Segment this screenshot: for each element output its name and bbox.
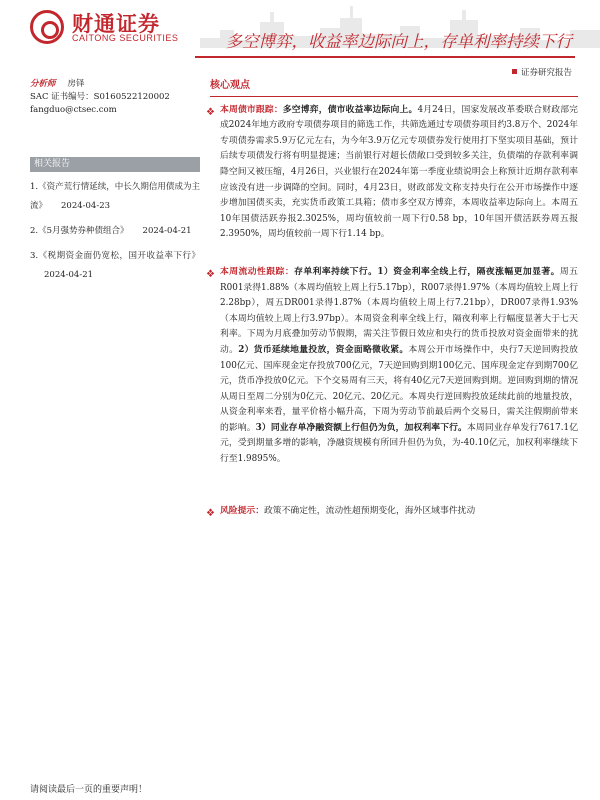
liquidity-point-3: 3）同业存单净融资额上行但仍为负，加权利率下行。 xyxy=(255,422,467,433)
title-rule xyxy=(195,56,575,58)
related-report-date: 2024-04-23 xyxy=(61,201,111,211)
bond-market-summary: 多空博弈，债市收益率边际向上。 xyxy=(282,104,418,115)
related-report-item[interactable] xyxy=(30,178,200,216)
related-report-title: 1.《资产荒行情延续，中长久期信用债成为主流》 xyxy=(30,182,200,211)
related-reports-list xyxy=(30,178,200,285)
analyst-email[interactable]: fangduo@ctsec.com xyxy=(30,105,117,115)
left-sidebar xyxy=(30,78,200,291)
core-views xyxy=(206,78,579,519)
square-bullet-icon xyxy=(512,69,517,74)
diamond-bullet-icon: ❖ xyxy=(206,106,215,118)
diamond-bullet-icon: ❖ xyxy=(206,507,215,519)
liquidity-point-1: 存单利率持续下行。1）资金利率全线上行，隔夜涨幅更加显著。 xyxy=(294,266,560,277)
liquidity-body-3: 本周同业存单发行7617.1亿元，受到期量多增的影响，净融资规模有所回升但仍为负，为-40.10亿元，加权利率继续下行至1.9895%。 xyxy=(220,422,579,465)
logo-mark-icon xyxy=(30,10,64,44)
core-views-rule xyxy=(210,96,578,97)
related-reports-heading: 相关报告 xyxy=(30,157,200,172)
report-header xyxy=(0,0,600,78)
liquidity-paragraph xyxy=(206,265,579,468)
related-report-item[interactable] xyxy=(30,222,200,241)
liquidity-body-2: 本周公开市场操作中，央行7天逆回购投放100亿元、国库现金定存投放700亿元，7天逆回购到期100亿元、国库现金定存到期700亿元，货币净投放0亿元。下个交易周有三天，将有40亿元7天逆回购到期。逆回购到期的情况从周日至周二分别为0亿元、20亿元、20亿元。本周央行逆回购投放延续此前的地量投放，从资金利率来看，量平价格小幅升高，下周为劳动节前最后两个交易日，需关注假期前带来的影响。 xyxy=(220,344,578,433)
logo-name-en: CAITONG SECURITIES xyxy=(72,33,179,43)
footer-disclaimer: 请阅读最后一页的重要声明！ xyxy=(30,785,148,795)
report-type-label: 证券研究报告 xyxy=(520,68,572,78)
report-type xyxy=(512,66,572,78)
liquidity-point-2: 2）货币延续地量投放，资金面略微收紧。 xyxy=(238,344,409,355)
analyst-line xyxy=(30,78,200,91)
bond-market-paragraph xyxy=(206,103,578,243)
diamond-bullet-icon: ❖ xyxy=(206,268,215,280)
related-report-date: 2024-04-21 xyxy=(44,270,94,280)
risk-body: 政策不确定性，流动性超预期变化，海外区域事件扰动 xyxy=(264,505,476,516)
liquidity-body-1: 周五R001录得1.88%（本周均值较上周上行5.17bp），R007录得1.97%（本周均值较上周上行2.28bp），周五DR001录得1.87%（本周均值较上周上行7.21bp），DR007录得1.93%（本周均值较上周上行3.97bp）。本周资金利率全线上行，隔夜利率上行幅度显著大于七天利率。下周为月底叠加劳动节假期，需关注节假日效应和央行的货币投放对资金面带来的扰动。 xyxy=(220,266,578,355)
analyst-role: 分析师 xyxy=(30,79,56,89)
core-views-heading: 核心观点 xyxy=(210,80,250,91)
risk-paragraph xyxy=(206,504,578,520)
risk-lead: 风险提示： xyxy=(220,505,264,516)
bond-market-body: 4月24日，国家发展改革委联合财政部完成2024年地方政府专项债券项目的筛选工作，共筛选通过专项债券项目约3.8万个、2024年专项债券需求5.9万亿元左右，为今年3.9万亿元专项债券发行使用打下坚实项目基础，预计后续专项债发行将有明显提速；当前银行对超长债敞口受到较多关注，负债端的存款利率调降空间又被压缩，4月26日，兴业银行在2024年第一季度业绩说明会上称预计近期存款利率应该没有进一步调降的空间。同时，4月23日，财政部发文称支持央行在公开市场操作中逐步增加国债买卖，充实货币政策工具箱；债市多空双方博弈，本周收益率边际向上。本周五10年国债活跃券报2.3025%，周均值较前一周下行0.58 bp，10年国开债活跃券周五报2.3950%，周均值较前一周下行1.14 bp。 xyxy=(220,104,578,240)
related-report-title: 2.《5月强势券种债组合》 xyxy=(30,226,129,236)
related-report-title: 3.《税期资金面仍宽松，国开收益率下行》 xyxy=(30,251,200,261)
bond-market-lead: 本周债市跟踪： xyxy=(220,104,283,115)
logo-name-cn: 财通证券 xyxy=(72,12,160,36)
liquidity-lead: 本周流动性跟踪： xyxy=(220,266,295,277)
company-logo xyxy=(30,8,190,48)
report-title: 多空博弈，收益率边际向上，存单利率持续下行 xyxy=(225,32,572,51)
analyst-name: 房铎 xyxy=(67,79,85,89)
related-report-item[interactable] xyxy=(30,247,200,285)
related-report-date: 2024-04-21 xyxy=(142,226,192,236)
analyst-sac: SAC 证书编号：S0160522120002 xyxy=(30,92,170,102)
